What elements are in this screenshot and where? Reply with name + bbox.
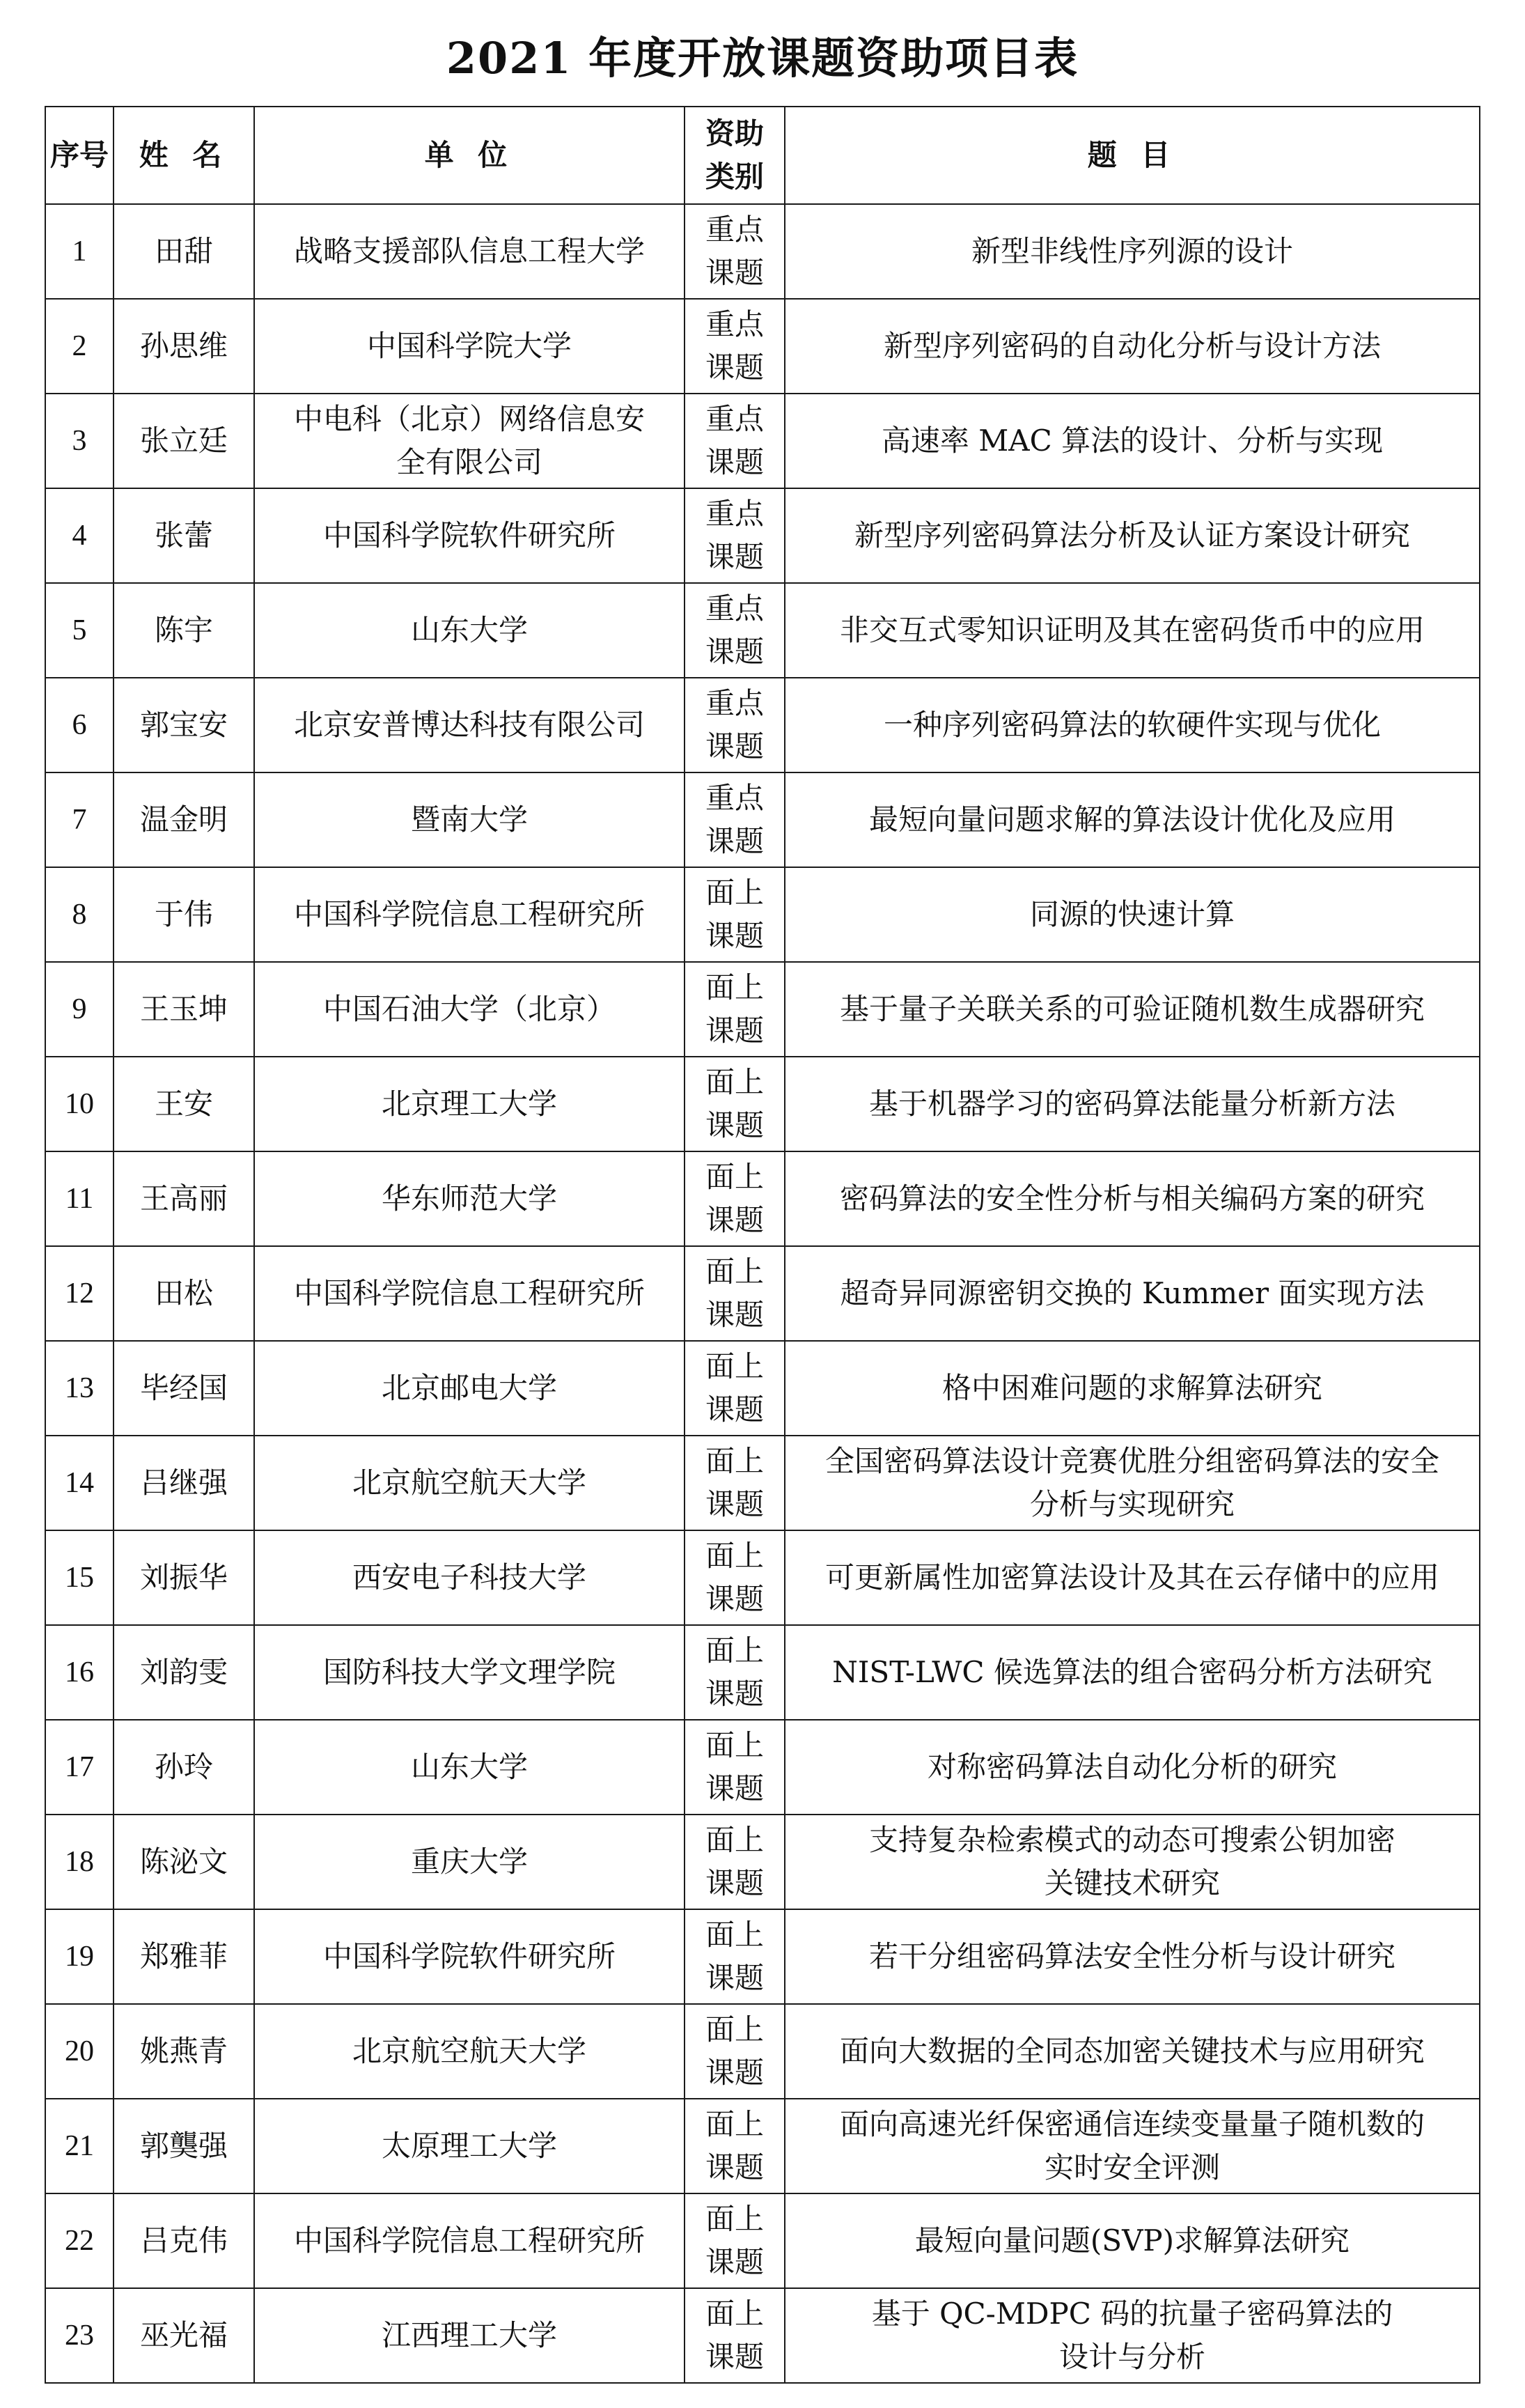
row-number: 12	[45, 1246, 114, 1341]
row-number: 2	[45, 299, 114, 394]
row-number: 1	[45, 204, 114, 299]
header-name: 姓 名	[114, 107, 254, 204]
applicant-name: 孙思维	[114, 299, 254, 394]
institution: 暨南大学	[254, 772, 685, 867]
institution: 华东师范大学	[254, 1151, 685, 1246]
row-number: 23	[45, 2288, 114, 2383]
applicant-name: 张蕾	[114, 488, 254, 583]
project-topic: 基于机器学习的密码算法能量分析新方法	[785, 1057, 1480, 1151]
row-number: 17	[45, 1720, 114, 1815]
applicant-name: 郭宝安	[114, 678, 254, 772]
funding-type: 面上 课题	[685, 2288, 785, 2383]
funding-type: 面上 课题	[685, 867, 785, 962]
project-topic: 新型序列密码算法分析及认证方案设计研究	[785, 488, 1480, 583]
applicant-name: 巫光福	[114, 2288, 254, 2383]
table-row	[45, 204, 1480, 299]
institution: 北京航空航天大学	[254, 2004, 685, 2099]
funding-type: 重点 课题	[685, 204, 785, 299]
table-row	[45, 1815, 1480, 1909]
row-number: 13	[45, 1341, 114, 1436]
institution: 北京安普博达科技有限公司	[254, 678, 685, 772]
institution: 中国科学院大学	[254, 299, 685, 394]
project-topic: 格中困难问题的求解算法研究	[785, 1341, 1480, 1436]
project-topic: 面向大数据的全同态加密关键技术与应用研究	[785, 2004, 1480, 2099]
funding-type: 面上 课题	[685, 1057, 785, 1151]
applicant-name: 王安	[114, 1057, 254, 1151]
funding-type: 面上 课题	[685, 1530, 785, 1625]
applicant-name: 田甜	[114, 204, 254, 299]
applicant-name: 陈泌文	[114, 1815, 254, 1909]
funding-type: 面上 课题	[685, 1151, 785, 1246]
project-topic: 基于 QC-MDPC 码的抗量子密码算法的 设计与分析	[785, 2288, 1480, 2383]
applicant-name: 吕克伟	[114, 2193, 254, 2288]
project-topic: 高速率 MAC 算法的设计、分析与实现	[785, 394, 1480, 488]
funding-type: 面上 课题	[685, 1246, 785, 1341]
table-header-row	[45, 107, 1480, 204]
funding-type: 重点 课题	[685, 394, 785, 488]
funding-type: 面上 课题	[685, 1436, 785, 1530]
institution: 北京航空航天大学	[254, 1436, 685, 1530]
funding-type: 重点 课题	[685, 488, 785, 583]
table-row	[45, 1057, 1480, 1151]
project-topic: 非交互式零知识证明及其在密码货币中的应用	[785, 583, 1480, 678]
funding-type: 面上 课题	[685, 1625, 785, 1720]
institution: 中国科学院信息工程研究所	[254, 867, 685, 962]
applicant-name: 刘振华	[114, 1530, 254, 1625]
project-topic: NIST-LWC 候选算法的组合密码分析方法研究	[785, 1625, 1480, 1720]
funding-type: 重点 课题	[685, 678, 785, 772]
project-topic: 新型序列密码的自动化分析与设计方法	[785, 299, 1480, 394]
applicant-name: 王玉坤	[114, 962, 254, 1057]
institution: 中电科（北京）网络信息安 全有限公司	[254, 394, 685, 488]
institution: 山东大学	[254, 583, 685, 678]
project-topic: 最短向量问题求解的算法设计优化及应用	[785, 772, 1480, 867]
funding-type: 面上 课题	[685, 2193, 785, 2288]
table-row	[45, 2004, 1480, 2099]
header-topic: 题 目	[785, 107, 1480, 204]
applicant-name: 王高丽	[114, 1151, 254, 1246]
institution: 西安电子科技大学	[254, 1530, 685, 1625]
row-number: 14	[45, 1436, 114, 1530]
table-row	[45, 488, 1480, 583]
header-unit: 单 位	[254, 107, 685, 204]
applicant-name: 毕经国	[114, 1341, 254, 1436]
funding-type: 面上 课题	[685, 2099, 785, 2193]
funding-type: 重点 课题	[685, 583, 785, 678]
project-topic: 同源的快速计算	[785, 867, 1480, 962]
row-number: 18	[45, 1815, 114, 1909]
project-topic: 全国密码算法设计竞赛优胜分组密码算法的安全 分析与实现研究	[785, 1436, 1480, 1530]
row-number: 10	[45, 1057, 114, 1151]
institution: 中国科学院软件研究所	[254, 1909, 685, 2004]
row-number: 4	[45, 488, 114, 583]
project-topic: 面向高速光纤保密通信连续变量量子随机数的 实时安全评测	[785, 2099, 1480, 2193]
table-row	[45, 1246, 1480, 1341]
institution: 重庆大学	[254, 1815, 685, 1909]
row-number: 20	[45, 2004, 114, 2099]
applicant-name: 张立廷	[114, 394, 254, 488]
institution: 中国科学院信息工程研究所	[254, 1246, 685, 1341]
row-number: 6	[45, 678, 114, 772]
table-row	[45, 1530, 1480, 1625]
institution: 中国石油大学（北京）	[254, 962, 685, 1057]
table-row	[45, 394, 1480, 488]
table-row	[45, 678, 1480, 772]
row-number: 3	[45, 394, 114, 488]
institution: 北京理工大学	[254, 1057, 685, 1151]
applicant-name: 吕继强	[114, 1436, 254, 1530]
table-row	[45, 1151, 1480, 1246]
project-topic: 一种序列密码算法的软硬件实现与优化	[785, 678, 1480, 772]
row-number: 5	[45, 583, 114, 678]
institution: 太原理工大学	[254, 2099, 685, 2193]
project-topic: 若干分组密码算法安全性分析与设计研究	[785, 1909, 1480, 2004]
funding-type: 面上 课题	[685, 1341, 785, 1436]
row-number: 15	[45, 1530, 114, 1625]
applicant-name: 温金明	[114, 772, 254, 867]
table-row	[45, 1720, 1480, 1815]
table-row	[45, 867, 1480, 962]
header-no: 序号	[45, 107, 114, 204]
funding-type: 面上 课题	[685, 2004, 785, 2099]
project-topic: 最短向量问题(SVP)求解算法研究	[785, 2193, 1480, 2288]
row-number: 22	[45, 2193, 114, 2288]
project-topic: 支持复杂检索模式的动态可搜索公钥加密 关键技术研究	[785, 1815, 1480, 1909]
institution: 北京邮电大学	[254, 1341, 685, 1436]
row-number: 11	[45, 1151, 114, 1246]
row-number: 21	[45, 2099, 114, 2193]
table-row	[45, 1625, 1480, 1720]
applicant-name: 姚燕青	[114, 2004, 254, 2099]
table-row	[45, 299, 1480, 394]
table-row	[45, 1436, 1480, 1530]
applicant-name: 于伟	[114, 867, 254, 962]
row-number: 9	[45, 962, 114, 1057]
table-row	[45, 2193, 1480, 2288]
row-number: 19	[45, 1909, 114, 2004]
applicant-name: 郭龑强	[114, 2099, 254, 2193]
table-row	[45, 1909, 1480, 2004]
row-number: 8	[45, 867, 114, 962]
institution: 国防科技大学文理学院	[254, 1625, 685, 1720]
project-topic: 基于量子关联关系的可验证随机数生成器研究	[785, 962, 1480, 1057]
table-row	[45, 962, 1480, 1057]
applicant-name: 田松	[114, 1246, 254, 1341]
funding-type: 面上 课题	[685, 1815, 785, 1909]
funding-type: 面上 课题	[685, 1720, 785, 1815]
funding-type: 面上 课题	[685, 1909, 785, 2004]
table-row	[45, 2288, 1480, 2383]
row-number: 7	[45, 772, 114, 867]
institution: 山东大学	[254, 1720, 685, 1815]
institution: 战略支援部队信息工程大学	[254, 204, 685, 299]
applicant-name: 陈宇	[114, 583, 254, 678]
applicant-name: 刘韵雯	[114, 1625, 254, 1720]
project-topic: 新型非线性序列源的设计	[785, 204, 1480, 299]
table-body	[45, 204, 1480, 2383]
funding-type: 面上 课题	[685, 962, 785, 1057]
project-topic: 密码算法的安全性分析与相关编码方案的研究	[785, 1151, 1480, 1246]
funding-type: 重点 课题	[685, 299, 785, 394]
applicant-name: 孙玲	[114, 1720, 254, 1815]
project-topic: 可更新属性加密算法设计及其在云存储中的应用	[785, 1530, 1480, 1625]
header-type: 资助 类别	[685, 107, 785, 204]
applicant-name: 郑雅菲	[114, 1909, 254, 2004]
project-topic: 对称密码算法自动化分析的研究	[785, 1720, 1480, 1815]
table-row	[45, 2099, 1480, 2193]
funding-table	[45, 106, 1480, 2384]
institution: 江西理工大学	[254, 2288, 685, 2383]
table-row	[45, 772, 1480, 867]
institution: 中国科学院软件研究所	[254, 488, 685, 583]
table-row	[45, 1341, 1480, 1436]
funding-type: 重点 课题	[685, 772, 785, 867]
row-number: 16	[45, 1625, 114, 1720]
table-row	[45, 583, 1480, 678]
project-topic: 超奇异同源密钥交换的 Kummer 面实现方法	[785, 1246, 1480, 1341]
institution: 中国科学院信息工程研究所	[254, 2193, 685, 2288]
page-title: 2021 年度开放课题资助项目表	[446, 33, 1079, 84]
